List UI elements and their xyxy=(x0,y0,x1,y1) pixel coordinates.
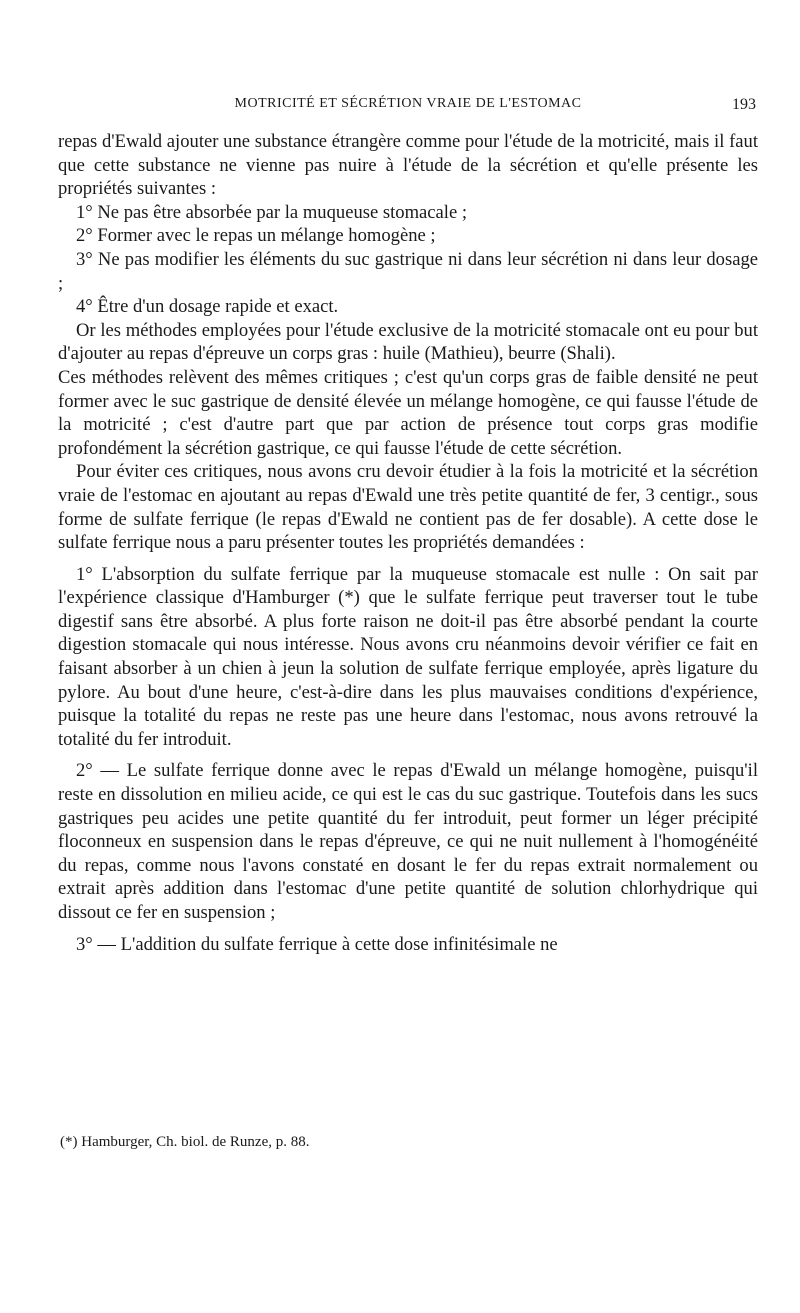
running-title: MOTRICITÉ ET SÉCRÉTION VRAIE DE L'ESTOMAC xyxy=(234,96,582,111)
list-item: 1° Ne pas être absorbée par la muqueuse stomacale ; xyxy=(76,201,468,223)
paragraph: Pour éviter ces critiques, nous avons cru devoir étudier à la fois la motricité et la sécrétion vraie de l'estomac en ajoutant au repas d'Ewald une très petite quantité de fer, 3 centigr., sous forme de sulfate ferrique (le repas d'Ewald ne contient pas de fer dosable). A cette dose le sulfate ferrique nous a paru présenter toutes les propriétés demandées : xyxy=(58,461,758,554)
page-number: 193 xyxy=(732,96,756,113)
list-item: 4° Être d'un dosage rapide et exact. xyxy=(76,296,339,318)
paragraph: 2° — Le sulfate ferrique donne avec le repas d'Ewald un mélange homogène, puisqu'il reste en dissolution en milieu acide, ce qui est le cas du suc gastrique. Toutefois dans les sucs gastriques peu acides une petite quantité du fer introduit, peut former un léger précipité floconneux en suspension dans le repas d'épreuve, ce qui ne nuit nullement à l'homogénéité du repas, comme nous l'avons constaté en dosant le fer du repas extrait normalement ou extrait après addition dans l'estomac d'une petite quantité de solution chlorhydrique qui dissout ce fer en suspension ; xyxy=(58,760,758,923)
paragraph: repas d'Ewald ajouter une substance étrangère comme pour l'étude de la motricité, mais il faut que cette substance ne vienne pas nuire à l'étude de la sécrétion et qu'elle présente les propriétés suivantes : xyxy=(58,131,758,200)
body-text xyxy=(58,130,758,956)
paragraph: 3° — L'addition du sulfate ferrique à cette dose infinitésimale ne xyxy=(76,933,558,955)
footnote: (*) Hamburger, Ch. biol. de Runze, p. 88. xyxy=(60,1134,310,1150)
page-header xyxy=(58,96,758,120)
paragraph: Ces méthodes relèvent des mêmes critiques ; c'est qu'un corps gras de faible densité ne peut former avec le suc gastrique de densité élevée un mélange homogène, ce qui fausse l'étude de la motricité ; c'est d'autre part que par action de présence tout corps gras modifie profondément la sécrétion gastrique, ce qui fausse l'étude de cette sécrétion. xyxy=(58,366,758,459)
paragraph: 1° L'absorption du sulfate ferrique par la muqueuse stomacale est nulle : On sait par l'expérience classique d'Hamburger (*) que le sulfate ferrique peut traverser tout le tube digestif sans être absorbé. A plus forte raison ne doit-il pas être absorbé pendant la courte digestion stomacale qui nous intéresse. Nous avons cru néanmoins devoir vérifier ce fait en faisant absorber à un chien à jeun la solution de sulfate ferrique employée, après ligature du pylore. Au bout d'une heure, c'est-à-dire dans les plus mauvaises conditions d'expérience, puisque la totalité du repas ne reste pas une heure dans l'estomac, nous avons retrouvé la totalité du fer introduit. xyxy=(58,563,758,750)
list-item: 2° Former avec le repas un mélange homogène ; xyxy=(76,225,436,247)
paragraph: Or les méthodes employées pour l'étude exclusive de la motricité stomacale ont eu pour but d'ajouter au repas d'épreuve un corps gras : huile (Mathieu), beurre (Shali). xyxy=(58,319,758,365)
list-item: 3° Ne pas modifier les éléments du suc gastrique ni dans leur sécrétion ni dans leur dosage ; xyxy=(58,248,758,294)
